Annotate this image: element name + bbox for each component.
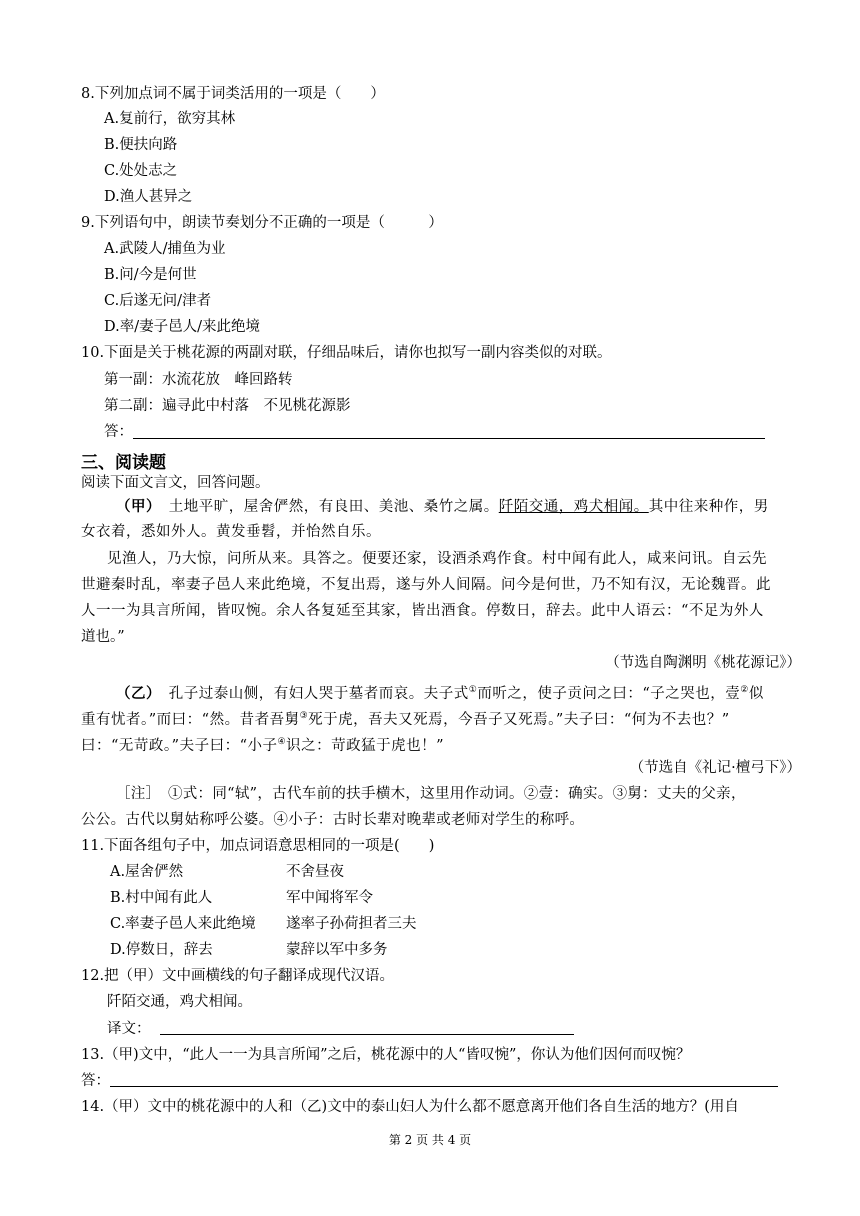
q12-answer-line[interactable] — [160, 1034, 574, 1035]
notes-line-1: ［注］ ①式：同“轼”，古代车前的扶手横木，这里用作动词。②壹：确实。③舅：丈夫的父亲， — [116, 786, 746, 802]
q9-option-c: C.后遂无问/津者 — [104, 293, 212, 309]
q11-row-a-left: A.屋舍俨然 — [110, 864, 184, 880]
q12-answer-label: 译文： — [107, 1021, 151, 1037]
q9-stem: 9.下列语句中，朗读节奏划分不正确的一项是（ ） — [81, 215, 443, 231]
jia-underlined-sentence: 阡陌交通，鸡犬相闻。 — [498, 499, 649, 515]
q11-row-b-left: B.村中闻有此人 — [110, 890, 213, 906]
q12-stem: 12.把（甲）文中画横线的句子翻译成现代汉语。 — [81, 968, 395, 984]
q11-row-a-right: 不舍昼夜 — [286, 864, 344, 880]
jia-line-4: 世避秦时乱，率妻子邑人来此绝境，不复出焉，遂与外人间隔。问今是何世，乃不知有汉，无论魏晋。此 — [81, 577, 771, 593]
q8-option-c: C.处处志之 — [104, 163, 178, 179]
q13-answer-line[interactable] — [110, 1086, 778, 1087]
q13-answer-label: 答： — [81, 1073, 110, 1089]
q11-row-b-right: 军中闻将军令 — [286, 890, 373, 906]
yi-label: （乙） — [116, 684, 154, 702]
notes-line-2: 公公。古代以舅姑称呼公婆。④小子：古时长辈对晚辈或老师对学生的称呼。 — [81, 812, 585, 828]
yi-line-1: （乙） 孔子过泰山侧，有妇人哭于墓者而哀。夫子式①而听之，使子贡问之曰：“子之哭也，壹②似 — [116, 684, 764, 702]
q10-couplet-1: 第一副：水流花放 峰回路转 — [104, 372, 293, 388]
section-3-title: 三、阅读题 — [81, 453, 166, 473]
jia-line-5: 人一一为具言所闻，皆叹惋。余人各复延至其家，皆出酒食。停数日，辞去。此中人语云：“不足为外人 — [81, 603, 764, 619]
q8-option-b: B.便扶向路 — [104, 137, 178, 153]
q11-row-d-right: 蒙辞以军中多务 — [286, 942, 388, 958]
q11-row-c-right: 遂率子孙荷担者三夫 — [286, 916, 417, 932]
q10-answer-label: 答： — [104, 424, 133, 440]
q8-option-d: D.渔人甚异之 — [104, 189, 193, 205]
q9-option-a: A.武陵人/捕鱼为业 — [104, 241, 226, 257]
q11-row-c-left: C.率妻子邑人来此绝境 — [110, 916, 256, 932]
jia-line-1: （甲） 土地平旷，屋舍俨然，有良田、美池、桑竹之属。阡陌交通，鸡犬相闻。其中往来种作，男 — [116, 498, 769, 515]
jia-line-2: 女衣着，悉如外人。黄发垂髫，并怡然自乐。 — [81, 524, 381, 540]
jia-source: （节选自陶渊明《桃花源记》） — [605, 655, 801, 671]
q11-row-d-left: D.停数日，辞去 — [110, 942, 213, 958]
q11-stem: 11.下面各组句子中，加点词语意思相同的一项是( ) — [81, 838, 435, 854]
q8-stem: 8.下列加点词不属于词类活用的一项是（ ） — [81, 86, 385, 102]
q9-option-b: B.问/今是何世 — [104, 267, 197, 283]
q10-couplet-2: 第二副：遍寻此中村落 不见桃花源影 — [104, 398, 351, 414]
jia-line-3: 见渔人，乃大惊，问所从来。具答之。便要还家，设酒杀鸡作食。村中闻有此人，咸来问讯。自云先 — [107, 551, 767, 567]
q12-sentence: 阡陌交通，鸡犬相闻。 — [107, 994, 252, 1010]
q8-option-a: A.复前行，欲穷其林 — [104, 111, 236, 127]
yi-line-2: 重有忧者。”而曰：“然。昔者吾舅③死于虎，吾夫又死焉，今吾子又死焉。”夫子曰：“何为不去也？” — [81, 711, 730, 728]
q13-stem: 13.（甲)文中，“此人一一为具言所闻”之后，桃花源中的人“皆叹惋”，你认为他们因何而叹惋？ — [81, 1047, 691, 1063]
section-3-intro: 阅读下面文言文，回答问题。 — [81, 475, 270, 491]
jia-label: （甲） — [116, 498, 154, 515]
q9-option-d: D.率/妻子邑人/来此绝境 — [104, 319, 260, 335]
yi-line-3: 曰：“无苛政。”夫子曰：“小子④识之：苛政猛于虎也！” — [81, 737, 444, 754]
q14-stem: 14.（甲）文中的桃花源中的人和（乙)文中的泰山妇人为什么都不愿意离开他们各自生活的地方？(用自 — [81, 1099, 739, 1115]
q10-answer-line[interactable] — [133, 438, 765, 439]
jia-line-6: 道也。” — [81, 629, 125, 645]
page-footer: 第 2 页 共 4 页 — [388, 1133, 472, 1147]
q10-stem: 10.下面是关于桃花源的两副对联，仔细品味后，请你也拟写一副内容类似的对联。 — [81, 345, 612, 361]
yi-source: （节选自《礼记·檀弓下》） — [629, 760, 801, 776]
